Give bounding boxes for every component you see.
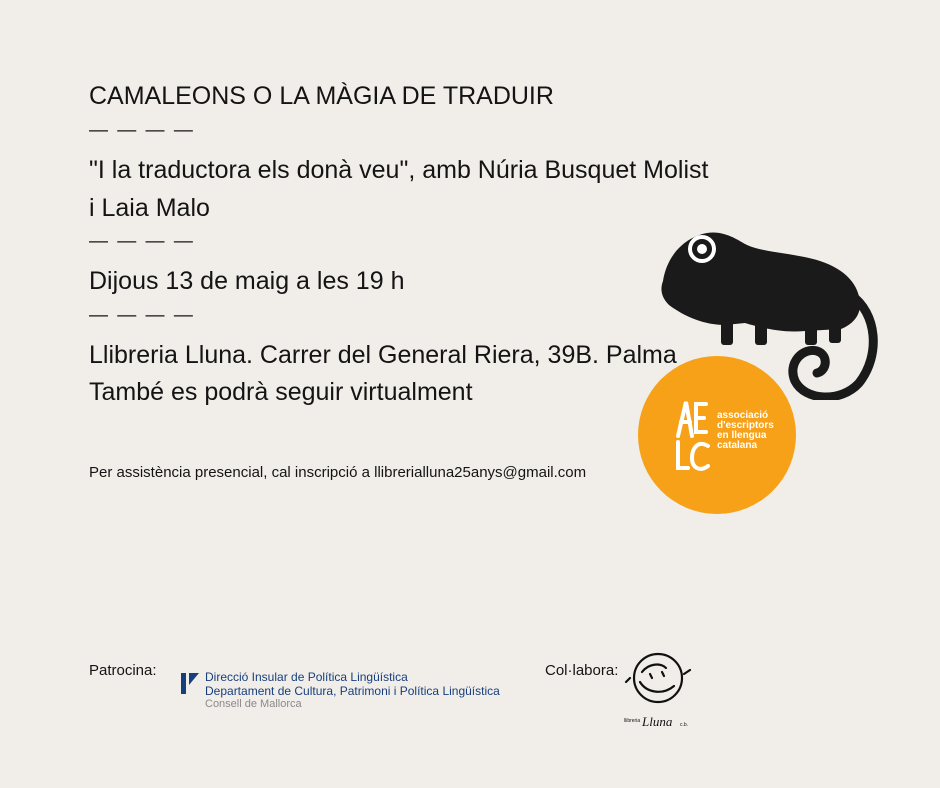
talk-title-line-2: i Laia Malo — [89, 194, 210, 222]
event-title: CAMALEONS O LA MÀGIA DE TRADUIR — [89, 82, 554, 110]
separator-1: — — — — — [89, 120, 195, 141]
svg-text:Lluna: Lluna — [642, 714, 673, 729]
aelc-line: associació — [717, 410, 769, 421]
aelc-line: en llengua — [717, 430, 767, 441]
sponsor-label: Patrocina: — [89, 662, 157, 679]
event-venue: Llibreria Lluna. Carrer del General Riera, 39B. Palma — [89, 341, 677, 369]
collab-label: Col·labora: — [545, 662, 619, 679]
sponsor-line-3: Consell de Mallorca — [205, 698, 302, 710]
svg-text:llibreria: llibreria — [624, 718, 641, 724]
llibreria-lluna-logo — [622, 652, 694, 732]
aelc-logo-text — [717, 411, 774, 451]
separator-3: — — — — — [89, 305, 195, 326]
registration-note: Per assistència presencial, cal inscripció a llibrerialluna25anys@gmail.com — [89, 464, 587, 481]
sponsor-line-1: Direcció Insular de Política Lingüística — [205, 670, 408, 684]
separator-2: — — — — — [89, 231, 195, 252]
aelc-mark-icon — [672, 396, 712, 474]
aelc-line: d'escriptors — [717, 420, 774, 431]
event-date: Dijous 13 de maig a les 19 h — [89, 267, 405, 295]
event-virtual-note: També es podrà seguir virtualment — [89, 378, 473, 406]
aelc-line: catalana — [717, 440, 758, 451]
sponsor-line-2: Departament de Cultura, Patrimoni i Política Lingüística — [205, 684, 500, 698]
consell-mallorca-logo — [181, 673, 199, 694]
talk-title-line-1: "I la traductora els donà veu", amb Núria Busquet Molist — [89, 156, 709, 184]
svg-text:c.b.: c.b. — [680, 722, 689, 728]
